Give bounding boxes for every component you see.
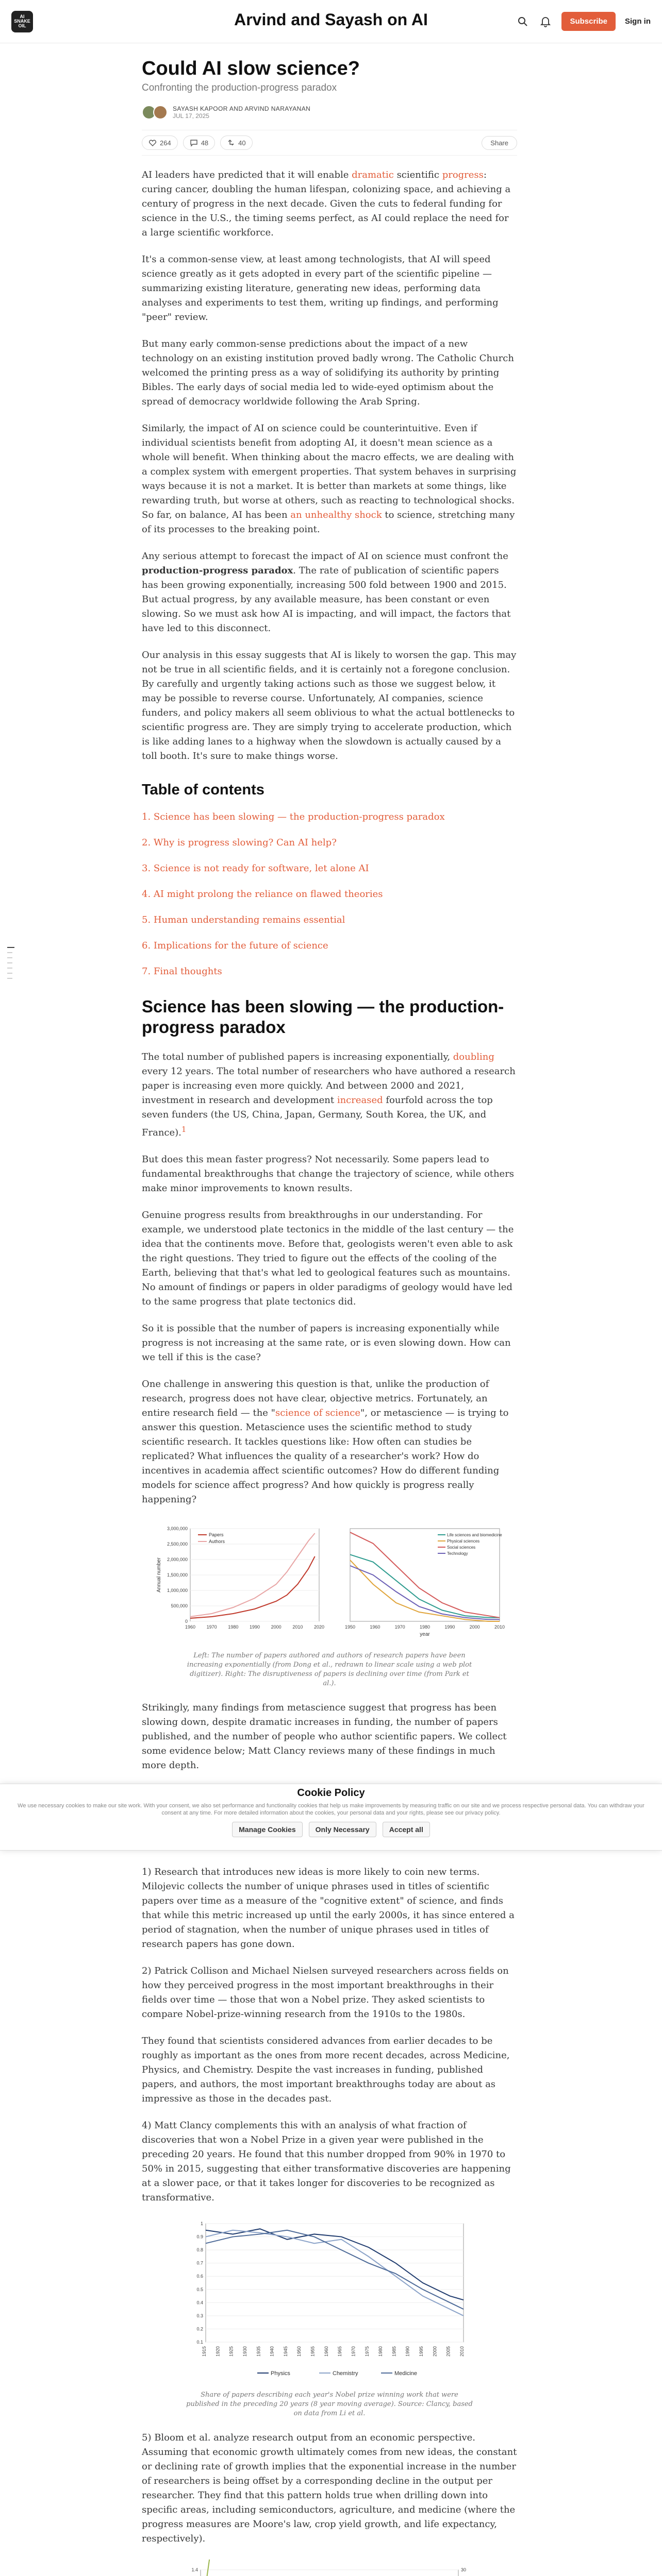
- x-tick-label: 1985: [391, 2346, 397, 2357]
- x-tick-label: 1950: [296, 2346, 302, 2357]
- plot-frame: [201, 2570, 458, 2576]
- post-date: JUL 17, 2025: [173, 112, 209, 120]
- paragraph: They found that scientists considered advances from earlier decades to be roughly as important as the ones from more recent decades, across Medicine, Physics, and Chemistry. Despite the vast increases in funding, published papers, and authors, the most important breakthroughs today are about as impressive as those in the decades past.: [142, 2036, 510, 2104]
- toc-link[interactable]: 3. Science is not ready for software, let alone AI: [142, 863, 369, 874]
- paragraph: Any serious attempt to forecast the impact of AI on science must confront the production-progress paradox. The rate of publication of scientific papers has been growing exponentially, increasing 500 fold between 1900 and 2015. But actual progress, by any available measure, has been constant or even slowing. So we must ask how AI is impacting, and will impact, the factors that have led to this disconnect.: [142, 551, 511, 634]
- x-tick-label: 2020: [313, 1624, 325, 1630]
- y-tick-label: 0: [185, 1619, 188, 1624]
- toc-link[interactable]: 5. Human understanding remains essential: [142, 914, 345, 925]
- link[interactable]: increased: [337, 1095, 383, 1106]
- x-tick-label: 1935: [256, 2346, 261, 2357]
- y-tick-label: 0.7: [196, 2260, 203, 2266]
- y-tick-label: 1: [200, 2221, 203, 2226]
- comments-button[interactable]: [183, 135, 215, 150]
- y-tick-label: 0.1: [196, 2340, 203, 2345]
- figure-caption: Share of papers describing each year's Nobel prize winning work that were published in the preceding 20 years (8 year moving average). Source: Clancy, based on data from Li et al.: [186, 2391, 473, 2417]
- y-axis-label: Annual number: [156, 1557, 162, 1592]
- series-line: [350, 1560, 500, 1621]
- author-names[interactable]: SAYASH KAPOOR AND ARVIND NARAYANAN: [173, 105, 311, 112]
- legend-label: Physical sciences: [447, 1539, 480, 1544]
- x-tick-label: 1930: [242, 2346, 247, 2357]
- y-tick-label: 500,000: [171, 1603, 188, 1608]
- comment-icon: [190, 139, 198, 147]
- x-tick-label: 1970: [394, 1624, 405, 1630]
- legend-label: Social sciences: [447, 1545, 476, 1550]
- x-tick-label: 2005: [445, 2346, 451, 2357]
- x-tick-label: 1975: [364, 2346, 370, 2357]
- toc-link[interactable]: 6. Implications for the future of science: [142, 940, 328, 951]
- y-tick-label: 0.6: [196, 2274, 203, 2279]
- toc-rail-mark[interactable]: [7, 957, 12, 958]
- x-tick-label: 1980: [228, 1624, 239, 1630]
- toc-rail-mark[interactable]: [7, 978, 12, 979]
- article: [142, 47, 517, 1773]
- x-tick-label: 2000: [271, 1624, 282, 1630]
- toc-rail-mark[interactable]: [7, 968, 12, 969]
- x-tick-label: 1970: [206, 1624, 217, 1630]
- paragraph: But many early common-sense predictions about the impact of a new technology on an existing institution proved badly wrong. The Catholic Church welcomed the printing press as a way of solidifying its authority by printing Bibles. The early days of social media led to wide-eyed optimism about the spread of democracy worldwide following the Arab Spring.: [142, 338, 514, 407]
- y2-tick-label: 30: [461, 2567, 467, 2572]
- restack-count: 40: [238, 139, 246, 147]
- chart-nobel-share: [185, 2218, 474, 2383]
- notifications-bell-icon[interactable]: [539, 15, 552, 28]
- article-continued: [142, 1865, 517, 2576]
- restack-icon: [227, 139, 235, 147]
- like-count: 264: [160, 139, 171, 147]
- cookie-buttons: [0, 1822, 662, 1837]
- y-tick-label: 0.9: [196, 2234, 203, 2240]
- x-tick-label: 1970: [351, 2346, 356, 2357]
- top-actions: [516, 12, 651, 31]
- paragraph: 2) Patrick Collison and Michael Nielsen surveyed researchers across fields on how they perceived progress in the most important breakthroughs in their fields over time — those that won a Nobel prize. They asked scientists to compare Nobel-prize-winning research from the 1910s to the 1980s.: [142, 1965, 509, 2020]
- post-actions: [142, 130, 517, 156]
- link[interactable]: progress: [442, 170, 484, 180]
- toc-link[interactable]: 1. Science has been slowing — the production-progress paradox: [142, 811, 445, 822]
- sign-in-button[interactable]: Sign in: [625, 17, 651, 26]
- x-tick-label: 1915: [202, 2346, 207, 2357]
- x-axis-label: year: [420, 1632, 430, 1637]
- x-tick-label: 1945: [283, 2346, 288, 2357]
- heart-icon: [148, 139, 157, 147]
- legend-label: Life sciences and biomedicine: [447, 1533, 502, 1537]
- comment-count: 48: [201, 139, 209, 147]
- link[interactable]: an unhealthy shock: [290, 510, 382, 520]
- toc-rail-mark[interactable]: [7, 947, 14, 948]
- y-tick-label: 0.2: [196, 2326, 203, 2332]
- x-tick-label: 1990: [444, 1624, 455, 1630]
- paragraph: It's a common-sense view, at least among technologists, that AI will speed science greatly as it gets adopted in every part of the scientific pipeline — summarizing existing literature, generating new ideas, performing data analyses and experiments to test them, writing up findings, and performing "peer" review.: [142, 254, 499, 323]
- figure-caption: Left: The number of papers authored and authors of research papers have been increasing exponentially (from Dong et al., redrawn to linear scale using a web plot digitizer). Right: The disruptiveness of papers is declining over time (from Park et al.).: [187, 1652, 472, 1687]
- figure-papers-authors[interactable]: [142, 1520, 517, 1688]
- manage-cookies-button[interactable]: Manage Cookies: [232, 1822, 302, 1837]
- logo-text: AI SNAKE OIL: [14, 14, 30, 28]
- legend-label: Physics: [271, 2370, 290, 2377]
- x-tick-label: 1960: [185, 1624, 196, 1630]
- y-tick-label: 2,000,000: [167, 1557, 188, 1562]
- toc-link[interactable]: 2. Why is progress slowing? Can AI help?: [142, 837, 337, 848]
- like-button[interactable]: [142, 135, 178, 150]
- paragraph: AI leaders have predicted that it will enable dramatic scientific progress: curing cancer, doubling the human lifespan, colonizing space, and achieving a century of progress in the next decade. Given the cuts to federal funding for science in the U.S., the timing seems perfect, as AI could replace the need for a large scientific workforce.: [142, 170, 511, 238]
- chart-research-productivity: [170, 2560, 489, 2576]
- y-tick-label: 1.4: [191, 2567, 198, 2572]
- byline: [142, 105, 517, 120]
- paragraph: Similarly, the impact of AI on science could be counterintuitive. Even if individual scientists benefit from adopting AI, it doesn't mean science as a whole will benefit. When thinking about the macro effects, we are dealing with a complex system with emergent properties. That system behaves in surprising ways because it is not a market. It is better than markets at some things, like rewarding truth, but worse at others, such as reacting to technological shocks. So far, on balance, AI has been an unhealthy shock to science, stretching many of its processes to the breaking point.: [142, 423, 517, 535]
- footnote-link[interactable]: 1: [181, 1125, 187, 1134]
- subscribe-button[interactable]: Subscribe: [561, 12, 616, 31]
- y-tick-label: 0.4: [196, 2300, 203, 2306]
- section-heading: Science has been slowing — the production-progress paradox: [142, 997, 504, 1037]
- y-tick-label: 0.8: [196, 2247, 203, 2253]
- link[interactable]: doubling: [453, 1052, 494, 1062]
- plot-frame: [206, 2224, 464, 2342]
- share-button[interactable]: Share: [482, 136, 517, 150]
- x-tick-label: 1990: [249, 1624, 260, 1630]
- x-tick-label: 1925: [228, 2346, 234, 2357]
- paragraph: So it is possible that the number of papers is increasing exponentially while progress is not increasing at the same rate, or is even slowing down. How can we tell if this is the case?: [142, 1323, 511, 1363]
- toc-rail[interactable]: [7, 947, 14, 983]
- legend-label: Medicine: [394, 2370, 418, 2377]
- cookie-text: We use necessary cookies to make our site work. With your consent, we also set performance and functionality cookies that help us make improvements by measuring traffic on our site and we process respective personal data. You can withdraw your consent at any time. For more detailed information about the cookies, your personal data and your rights, please see our privacy policy.: [18, 1803, 644, 1816]
- post-subtitle: Confronting the production-progress paradox: [142, 82, 337, 93]
- figure-nobel-share[interactable]: [142, 2218, 517, 2418]
- legend-label: Authors: [209, 1539, 225, 1544]
- search-icon[interactable]: [516, 15, 529, 28]
- legend-label: Technology: [447, 1551, 468, 1556]
- paragraph: Our analysis in this essay suggests that AI is likely to worsen the gap. This may not be true in all scientific fields, and it is certainly not a foregone conclusion. By carefully and urgently taking actions such as those we suggest below, it may be possible to reverse course. Unfortunately, AI companies, science funders, and policy makers all seem oblivious to what the actual bottlenecks to scientific progress are. They are simply trying to accelerate production, which is like adding lanes to a highway when the slowdown is actually caused by a toll booth. It's sure to make things worse.: [142, 650, 517, 761]
- x-tick-label: 1965: [337, 2346, 343, 2357]
- toc-link[interactable]: 7. Final thoughts: [142, 966, 222, 977]
- y-tick-label: 0.5: [196, 2286, 203, 2292]
- accept-all-button[interactable]: Accept all: [383, 1822, 430, 1837]
- series-line: [350, 1566, 500, 1619]
- toc-rail-mark[interactable]: [7, 962, 12, 963]
- x-tick-label: 1980: [419, 1624, 431, 1630]
- y-tick-label: 0.3: [196, 2313, 203, 2318]
- publication-logo[interactable]: [11, 11, 33, 32]
- x-tick-label: 1960: [370, 1624, 380, 1630]
- paragraph: 4) Matt Clancy complements this with an analysis of what fraction of discoveries that won a Nobel Prize in a given year were published in the preceding 20 years. He found that this number dropped from 90% in 1970 to 50% in 2015, suggesting that either transformative discoveries are happening at a slower pace, or that it takes longer for discoveries to be recognized as transformative.: [142, 2120, 511, 2203]
- post-title: Could AI slow science?: [142, 58, 360, 79]
- figure-research-productivity[interactable]: [142, 2560, 517, 2576]
- legend-label: Chemistry: [333, 2370, 358, 2377]
- paragraph: One challenge in answering this question is that, unlike the production of research, progress does not have clear, objective metrics. Fortunately, an entire research field — the "science of science", or metascience — is trying to answer this question. Metascience uses the scientific method to study scientific research. It tackles questions like: How often can studies be replicated? What influences the quality of a researcher's work? How do incentives in academia affect scientific outcomes? How do different funding models for science affect progress? And how quickly is progress really happening?: [142, 1379, 509, 1505]
- top-bar: [0, 0, 662, 43]
- x-tick-label: 2010: [459, 2346, 465, 2357]
- toc-link[interactable]: 4. AI might prolong the reliance on flawed theories: [142, 889, 383, 900]
- cookie-banner: [0, 1784, 662, 1851]
- legend-label: Papers: [209, 1532, 224, 1537]
- series-line: [190, 1556, 315, 1618]
- chart-papers-authors: [149, 1520, 510, 1644]
- series-line: [206, 2230, 464, 2316]
- x-tick-label: 2010: [494, 1624, 505, 1630]
- cookie-title: Cookie Policy: [297, 1787, 365, 1799]
- only-necessary-button[interactable]: Only Necessary: [309, 1822, 376, 1837]
- author-avatar[interactable]: [153, 105, 168, 120]
- series-line: [201, 2560, 458, 2576]
- paragraph: Strikingly, many findings from metascience suggest that progress has been slowing down, despite dramatic increases in funding, the number of papers published, and the number of people who author scientific papers. We collect some evidence below; Matt Clancy reviews many of these findings in much more depth.: [142, 1702, 507, 1771]
- link[interactable]: science of science: [275, 1408, 361, 1418]
- x-tick-label: 2000: [469, 1624, 480, 1630]
- paragraph: The total number of published papers is increasing exponentially, doubling every 12 years. The total number of researchers who have authored a research paper is increasing even more quickly. And between 2000 and 2021, investment in research and development increased fourfold across the top seven funders (the US, China, Japan, Germany, South Korea, the UK, and France).$^1$: [142, 1052, 516, 1138]
- restack-button[interactable]: [220, 135, 252, 150]
- x-tick-label: 2010: [292, 1624, 303, 1630]
- x-tick-label: 1960: [323, 2346, 329, 2357]
- y-tick-label: 1,000,000: [167, 1588, 188, 1593]
- x-tick-label: 2000: [432, 2346, 438, 2357]
- table-of-contents: [142, 810, 517, 979]
- toc-rail-mark[interactable]: [7, 973, 12, 974]
- publication-title[interactable]: Arvind and Sayash on AI: [234, 10, 428, 29]
- x-tick-label: 1950: [344, 1624, 356, 1630]
- link[interactable]: dramatic: [352, 170, 394, 180]
- paragraph: Genuine progress results from breakthroughs in our understanding. For example, we understood plate tectonics in the middle of the last century — the idea that the continents move. Before that, geologists weren't even able to ask the right questions. They tried to figure out the effects of the cooling of the Earth, believing that that's what led to geological features such as mountains. No amount of findings or papers in older paradigms of geology would have led to the same progress that plate tectonics did.: [142, 1210, 514, 1307]
- x-tick-label: 1980: [378, 2346, 384, 2357]
- x-tick-label: 1990: [405, 2346, 410, 2357]
- y-tick-label: 1,500,000: [167, 1572, 188, 1578]
- y-tick-label: 2,500,000: [167, 1541, 188, 1547]
- paragraph: But does this mean faster progress? Not necessarily. Some papers lead to fundamental breakthroughs that change the trajectory of science, while others make minor improvements to known results.: [142, 1154, 515, 1194]
- x-tick-label: 1940: [269, 2346, 275, 2357]
- paragraph: 5) Bloom et al. analyze research output from an economic perspective. Assuming that economic growth ultimately comes from new ideas, the constant or declining rate of growth implies that the exponential increase in the number of researchers is being offset by a corresponding decline in the output per researcher. They find that this pattern holds true when drilling down into specific areas, including semiconductors, agriculture, and medicine (where the progress measures are Moore's law, crop yield growth, and life expectancy, respectively).: [142, 2432, 517, 2544]
- x-tick-label: 1920: [215, 2346, 221, 2357]
- toc-rail-mark[interactable]: [7, 952, 12, 953]
- y-tick-label: 3,000,000: [167, 1526, 188, 1531]
- paragraph: 1) Research that introduces new ideas is more likely to coin new terms. Milojevic collects the number of unique phrases used in titles of scientific papers over time as a measure of the "cognitive extent" of science, and finds that while this metric increased up until the early 2000s, it has since entered a period of stagnation, when the number of unique phrases used in titles of research papers has gone down.: [142, 1867, 515, 1950]
- toc-heading: Table of contents: [142, 782, 264, 798]
- x-tick-label: 1955: [310, 2346, 316, 2357]
- x-tick-label: 1995: [419, 2346, 424, 2357]
